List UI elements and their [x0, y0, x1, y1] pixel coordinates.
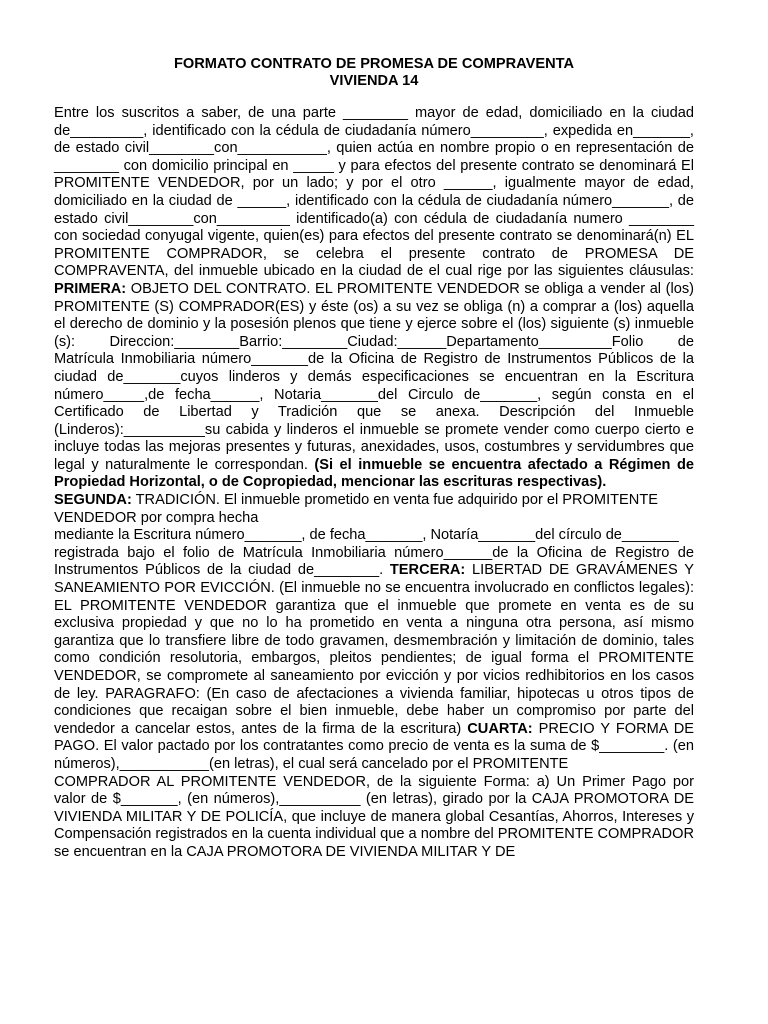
- clause-primera-label: PRIMERA:: [54, 280, 127, 297]
- paragraph-segunda-line3: [54, 545, 694, 774]
- clause-tercera-text: LIBERTAD DE GRAVÁMENES Y SANEAMIENTO POR EVICCIÓN. (El inmueble no se encuentra involucrado en conflictos legales): EL PROMITENTE VENDEDOR garantiza que el inmueble que promete en venta es de su exclusiva propiedad y que no lo ha prometido en venta a ninguna otra persona, así mismo garantiza que lo transfiere libre de todo gravamen, desmembración y limitación de dominio, tales como condición resolutoria, embargos, pleitos pendientes; de igual forma el PROMITENTE VENDEDOR, se compromete al saneamiento por evicción y por vicios redhibitorios en los casos de ley. PARAGRAFO: (En caso de afectaciones a vivienda familiar, hipotecas u otros tipos de condiciones que recaigan sobre el bien inmueble, debe haber un compromiso por parte del vendedor a cancelar estos, antes de la firma de la escritura): [54, 562, 694, 737]
- clause-cuarta-label: CUARTA:: [467, 720, 533, 737]
- cuarta-forma-pago: COMPRADOR AL PROMITENTE VENDEDOR, de la siguiente Forma: a) Un Primer Pago por valor de $_______, (en números),__________ (en letras), girado por la CAJA PROMOTORA DE VIVIENDA MILITAR Y DE POLICÍA, que incluye de manera global Cesantías, Ahorros, Intereses y Compensación registrados en la cuenta individual que a nombre del PROMITENTE COMPRADOR se encuentran en la CAJA PROMOTORA DE VIVIENDA MILITAR Y DE: [54, 773, 694, 860]
- clause-tercera-label: TERCERA:: [389, 562, 466, 579]
- title-line-1: FORMATO CONTRATO DE PROMESA DE COMPRAVENTA: [174, 56, 574, 72]
- clause-segunda-label: SEGUNDA:: [54, 492, 132, 509]
- contract-body: [54, 105, 694, 862]
- intro-text: Entre los suscritos a saber, de una parte ________ mayor de edad, domiciliado en la ciudad de_________, identificado con la cédula de ciudadanía número_________, expedida en_______, de estado civil________con___________, quien actúa en nombre propio o en representación de ________ con domicilio principal en _____ y para efectos del presente contrato se denominará El PROMITENTE VENDEDOR, por un lado; y por el otro ______, igualmente mayor de edad, domiciliado en la ciudad de ______, identificado con la cédula de ciudadanía número_______, de estado civil________con_________ identificado(a) con cédula de ciudadanía numero ________ con sociedad conyugal vigente, quien(es) para efectos del presente contrato se denominará(n) EL PROMITENTE COMPRADOR, se celebra el presente contrato de PROMESA DE COMPRAVENTA, del inmueble ubicado en la ciudad de el cual rige por las siguientes cláusulas:: [54, 105, 694, 280]
- clause-primera-text: OBJETO DEL CONTRATO. EL PROMITENTE VENDEDOR se obliga a vender al (los) PROMITENTE (S) COMPRADOR(ES) y éste (os) a su vez se obliga (n) a comprar a (los) aquella el derecho de dominio y la posesión plenos que tiene y ejerce sobre el (los) siguiente (s) inmueble (s): Direccion:________Barrio:________Ciudad:______Departamento_________Folio de Matrícula Inmobiliaria número_______de la Oficina de Registro de Instrumentos Públicos de la ciudad de_______cuyos linderos y demás especificaciones se encuentran en la Escritura número_____,de fecha______, Notaria_______del Circulo de_______, según consta en el Certificado de Libertad y Tradición que se anexa. Descripción del Inmueble (Linderos):__________su cabida y linderos el inmueble se promete vender como cuerpo cierto e incluye todas las mejoras presentes y futuras, anexidades, usos, costumbres y servidumbres que legal y naturalmente le correspondan.: [54, 280, 694, 473]
- segunda-registro-line: registrada bajo el folio de Matrícula Inmobiliaria número______de la Oficina de Registro de Instrumentos Públicos de la ciudad de________.: [54, 544, 694, 579]
- clause-cuarta-text: PRECIO Y FORMA DE PAGO. El valor pactado por los contratantes como precio de venta es la suma de $________. (en números),___________(en letras), el cual será cancelado por el PROMITENTE: [54, 720, 694, 772]
- paragraph-cuarta-line2: [54, 774, 694, 862]
- paragraph-segunda-line2: [54, 527, 694, 545]
- clause-primera-note: (Si el inmueble se encuentra afectado a Régimen de Propiedad Horizontal, o de Copropiedad, mencionar las escrituras respectivas).: [54, 456, 694, 491]
- document-title: [54, 56, 694, 90]
- title-line-2: VIVIENDA 14: [329, 73, 419, 89]
- segunda-escritura-line: mediante la Escritura número_______, de fecha_______, Notaría_______del círculo de_______: [54, 527, 679, 544]
- paragraph-segunda: [54, 492, 694, 527]
- paragraph-main: [54, 105, 694, 492]
- clause-segunda-text: TRADICIÓN. El inmueble prometido en venta fue adquirido por el PROMITENTE VENDEDOR por compra hecha: [54, 492, 658, 526]
